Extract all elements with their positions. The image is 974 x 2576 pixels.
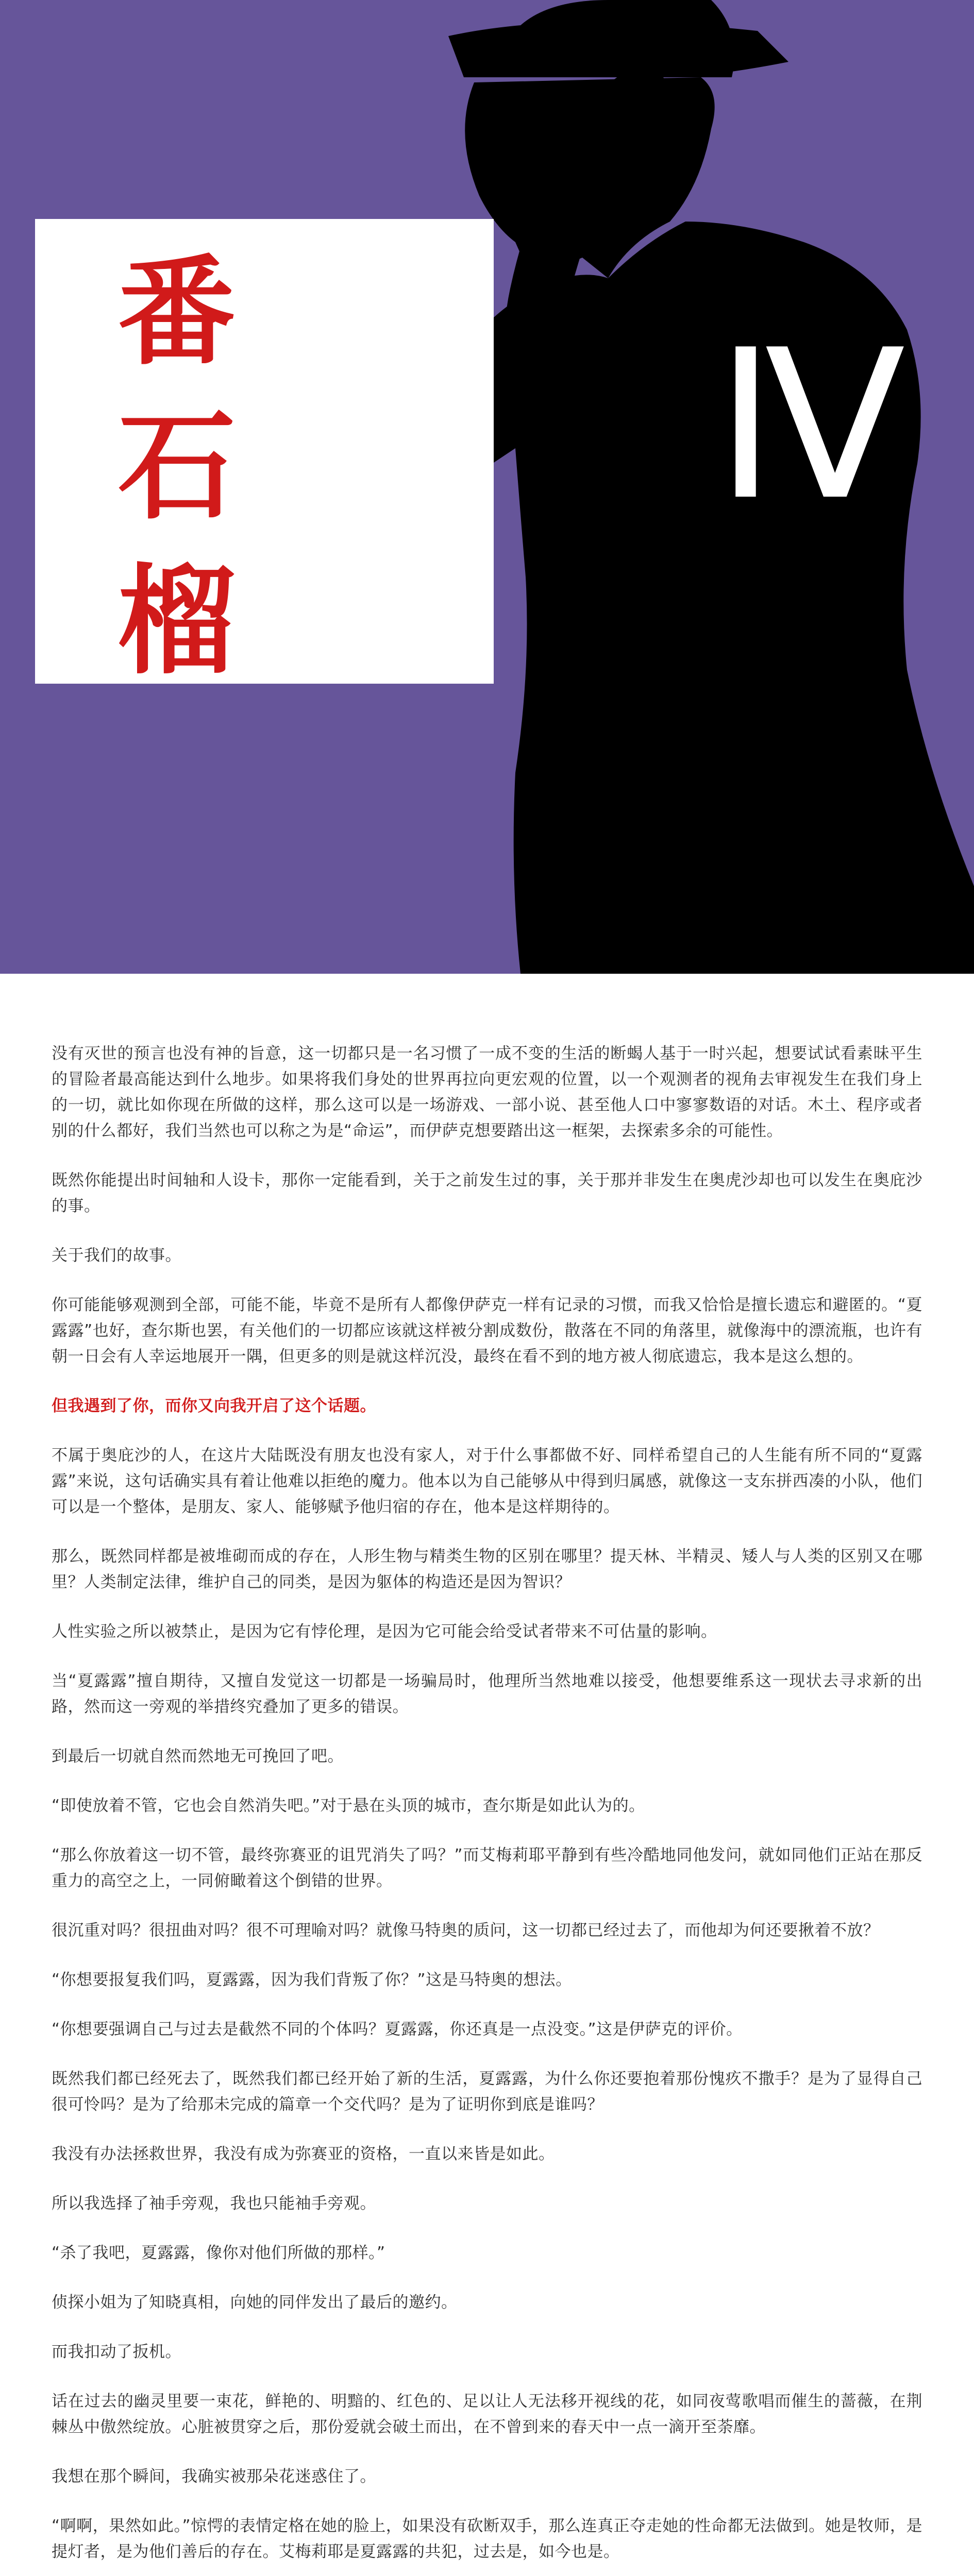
article-paragraph: 当“夏露露”擅自期待，又擅自发觉这一切都是一场骗局时，他理所当然地难以接受，他想要维系这一现状去寻求新的出路，然而这一旁观的举措终究叠加了更多的错误。 bbox=[52, 1672, 922, 1716]
article-paragraph: 关于我们的故事。 bbox=[52, 1246, 181, 1265]
title-panel bbox=[35, 219, 494, 690]
article-paragraph: 我没有办法拯救世界，我没有成为弥赛亚的资格，一直以来皆是如此。 bbox=[52, 2145, 555, 2163]
article-paragraph: 那么，既然同样都是被堆砌而成的存在，人形生物与精类生物的区别在哪里？提天林、半精灵、矮人与人类的区别又在哪里？人类制定法律，维护自己的同类，是因为躯体的构造还是因为智识？ bbox=[52, 1547, 922, 1591]
article-paragraph: “啊啊，果然如此。”惊愕的表情定格在她的脸上，如果没有砍断双手，那么连真正夺走她的性命都无法做到。她是牧师，是提灯者，是为他们善后的存在。艾梅莉耶是夏露露的共犯，过去是，如今也是。 bbox=[52, 2517, 922, 2561]
article-paragraph: 没有灭世的预言也没有神的旨意，这一切都只是一名习惯了一成不变的生活的断蝎人基于一时兴起，想要试试看素昧平生的冒险者最高能达到什么地步。如果将我们身处的世界再拉向更宏观的位置，以一个观测者的视角去审视发生在我们身上的一切，就比如你现在所做的这样，那么这可以是一场游戏、一部小说、甚至他人口中寥寥数语的对话。木土、程序或者别的什么都好，我们当然也可以称之为是“命运”，而伊萨克想要踏出这一框架，去探索多余的可能性。 bbox=[52, 1044, 922, 1140]
article-paragraph: 话在过去的幽灵里要一束花，鲜艳的、明黯的、红色的、足以让人无法移开视线的花，如同夜莺歌唱而催生的蔷薇，在荆棘丛中傲然绽放。心脏被贯穿之后，那份爱就会破土而出，在不曾到来的春天中一点一滴开至荼靡。 bbox=[52, 2392, 922, 2436]
article-paragraph: “即使放着不管，它也会自然消失吧。”对于悬在头顶的城市，查尔斯是如此认为的。 bbox=[52, 1797, 645, 1815]
cover-title: 番石榴 bbox=[118, 243, 236, 690]
article-paragraph: 侦探小姐为了知晓真相，向她的同伴发出了最后的邀约。 bbox=[52, 2293, 458, 2312]
article-paragraph: 到最后一切就自然而然地无可挽回了吧。 bbox=[52, 1747, 344, 1766]
article-paragraph: “那么你放着这一切不管，最终弥赛亚的诅咒消失了吗？”而艾梅莉耶平静到有些冷酷地同他发问，就如同他们正站在那反重力的高空之上，一同俯瞰着这个倒错的世界。 bbox=[52, 1846, 922, 1890]
cover-image bbox=[0, 0, 974, 974]
highlight-paragraph: 但我遇到了你，而你又向我开启了这个话题。 bbox=[52, 1397, 376, 1415]
article-body bbox=[52, 1041, 922, 2576]
article-paragraph: 既然我们都已经死去了，既然我们都已经开始了新的生活，夏露露，为什么你还要抱着那份愧疚不撒手？是为了显得自己很可怜吗？是为了给那未完成的篇章一个交代吗？是为了证明你到底是谁吗？ bbox=[52, 2070, 922, 2114]
article-paragraph: “你想要报复我们吗，夏露露，因为我们背叛了你？”这是马特奥的想法。 bbox=[52, 1971, 572, 1989]
article-paragraph: 而我扣动了扳机。 bbox=[52, 2343, 181, 2361]
article-paragraph: 人性实验之所以被禁止，是因为它有悖伦理，是因为它可能会给受试者带来不可估量的影响。 bbox=[52, 1622, 717, 1641]
article-paragraph: 你可能能够观测到全部，可能不能，毕竟不是所有人都像伊萨克一样有记录的习惯，而我又恰恰是擅长遗忘和避匿的。“夏露露”也好，查尔斯也罢，有关他们的一切都应该就这样被分割成数份，散落在不同的角落里，就像海中的漂流瓶，也许有朝一日会有人幸运地展开一隅，但更多的则是就这样沉没，最终在看不到的地方被人彻底遗忘，我本是这么想的。 bbox=[52, 1296, 922, 1366]
article-paragraph: “杀了我吧，夏露露，像你对他们所做的那样。” bbox=[52, 2244, 385, 2262]
article-paragraph: 不属于奥庇沙的人，在这片大陆既没有朋友也没有家人，对于什么事都做不好、同样希望自己的人生能有所不同的“夏露露”来说，这句话确实具有着让他难以拒绝的魔力。他本以为自己能够从中得到归属感，就像这一支东拼西凑的小队，他们可以是一个整体，是朋友、家人、能够赋予他归宿的存在，他本是这样期待的。 bbox=[52, 1446, 922, 1516]
article-paragraph: 既然你能提出时间轴和人设卡，那你一定能看到，关于之前发生过的事，关于那并非发生在奥虎沙却也可以发生在奥庇沙的事。 bbox=[52, 1171, 922, 1215]
article-paragraph: 所以我选择了袖手旁观，我也只能袖手旁观。 bbox=[52, 2194, 376, 2213]
article-paragraph: 我想在那个瞬间，我确实被那朵花迷惑住了。 bbox=[52, 2467, 376, 2486]
volume-numeral: Ⅳ bbox=[715, 313, 906, 541]
article-paragraph: 很沉重对吗？很扭曲对吗？很不可理喻对吗？就像马特奥的质问，这一切都已经过去了，而他却为何还要揪着不放？ bbox=[52, 1921, 880, 1940]
article-paragraph: “你想要强调自己与过去是截然不同的个体吗？夏露露，你还真是一点没变。”这是伊萨克的评价。 bbox=[52, 2020, 743, 2039]
